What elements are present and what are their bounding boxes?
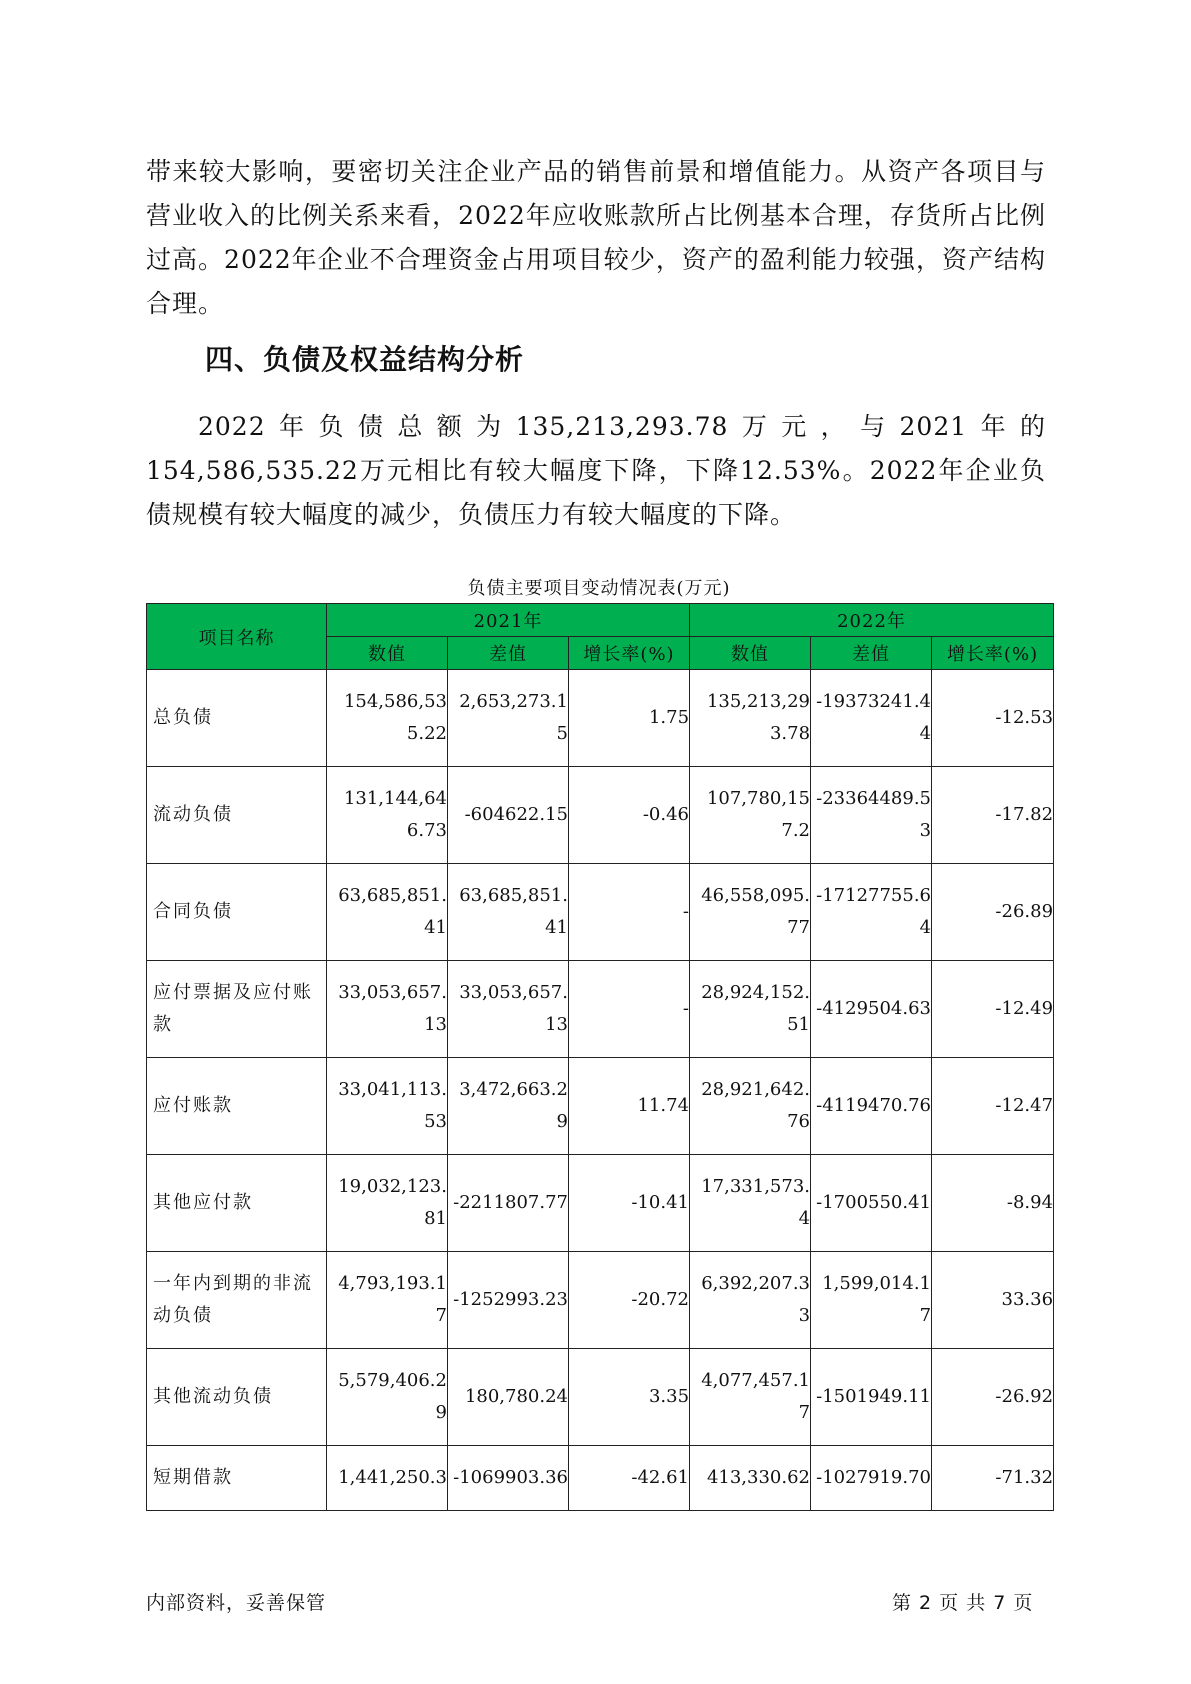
cell-item-name: 应付账款 <box>147 1058 327 1155</box>
cell-value-2022: 135,213,293.78 <box>690 670 811 767</box>
table-row <box>147 1155 1054 1252</box>
cell-rate-2022: -12.47 <box>932 1058 1054 1155</box>
cell-value-2022: 413,330.62 <box>690 1446 811 1511</box>
table-caption: 负债主要项目变动情况表(万元) <box>467 578 731 599</box>
cell-value-2022: 6,392,207.33 <box>690 1252 811 1349</box>
table-row <box>147 1252 1054 1349</box>
cell-rate-2021: 3.35 <box>569 1349 690 1446</box>
cell-diff-2022: -4119470.76 <box>811 1058 932 1155</box>
cell-diff-2021: 33,053,657.13 <box>448 961 569 1058</box>
cell-rate-2022: -71.32 <box>932 1446 1054 1511</box>
table-row <box>147 767 1054 864</box>
table-row <box>147 864 1054 961</box>
cell-item-name: 流动负债 <box>147 767 327 864</box>
cell-item-name: 其他应付款 <box>147 1155 327 1252</box>
header-value-2021: 数值 <box>327 637 448 670</box>
header-item-name: 项目名称 <box>147 604 327 670</box>
cell-value-2021: 19,032,123.81 <box>327 1155 448 1252</box>
cell-value-2021: 131,144,646.73 <box>327 767 448 864</box>
cell-rate-2021: -42.61 <box>569 1446 690 1511</box>
cell-value-2021: 5,579,406.29 <box>327 1349 448 1446</box>
cell-diff-2022: -4129504.63 <box>811 961 932 1058</box>
cell-value-2022: 28,924,152.51 <box>690 961 811 1058</box>
cell-item-name: 总负债 <box>147 670 327 767</box>
cell-item-name: 其他流动负债 <box>147 1349 327 1446</box>
cell-value-2022: 17,331,573.4 <box>690 1155 811 1252</box>
cell-rate-2022: -26.92 <box>932 1349 1054 1446</box>
table-row <box>147 1349 1054 1446</box>
body-paragraph-2: 2022年负债总额为135,213,293.78万元，与2021年的154,586,535.22万元相比有较大幅度下降，下降12.53%。2022年企业负债规模有较大幅度的减少，负债压力有较大幅度的下降。 <box>146 412 1046 529</box>
cell-item-name: 短期借款 <box>147 1446 327 1511</box>
cell-diff-2021: 63,685,851.41 <box>448 864 569 961</box>
cell-diff-2021: -1252993.23 <box>448 1252 569 1349</box>
cell-rate-2021: 11.74 <box>569 1058 690 1155</box>
cell-diff-2021: 2,653,273.15 <box>448 670 569 767</box>
header-value-2022: 数值 <box>690 637 811 670</box>
table-row <box>147 1058 1054 1155</box>
cell-diff-2021: -2211807.77 <box>448 1155 569 1252</box>
cell-diff-2022: -1700550.41 <box>811 1155 932 1252</box>
cell-rate-2022: -12.53 <box>932 670 1054 767</box>
cell-rate-2022: -8.94 <box>932 1155 1054 1252</box>
cell-item-name: 一年内到期的非流动负债 <box>147 1252 327 1349</box>
cell-rate-2022: -17.82 <box>932 767 1054 864</box>
cell-value-2021: 1,441,250.3 <box>327 1446 448 1511</box>
footer-confidential-note: 内部资料，妥善保管 <box>146 1592 327 1614</box>
cell-value-2022: 107,780,157.2 <box>690 767 811 864</box>
table-row <box>147 1446 1054 1511</box>
cell-rate-2021: - <box>569 864 690 961</box>
header-rate-2021: 增长率(%) <box>569 637 690 670</box>
cell-diff-2022: -1501949.11 <box>811 1349 932 1446</box>
cell-value-2021: 154,586,535.22 <box>327 670 448 767</box>
table-row <box>147 961 1054 1058</box>
table-row <box>147 670 1054 767</box>
cell-rate-2021: - <box>569 961 690 1058</box>
cell-value-2022: 28,921,642.76 <box>690 1058 811 1155</box>
cell-rate-2022: -12.49 <box>932 961 1054 1058</box>
cell-diff-2022: -17127755.64 <box>811 864 932 961</box>
cell-diff-2021: 180,780.24 <box>448 1349 569 1446</box>
section-heading: 四、负债及权益结构分析 <box>205 343 525 376</box>
cell-value-2022: 46,558,095.77 <box>690 864 811 961</box>
cell-rate-2022: -26.89 <box>932 864 1054 961</box>
cell-item-name: 应付票据及应付账款 <box>147 961 327 1058</box>
cell-diff-2022: -23364489.53 <box>811 767 932 864</box>
cell-item-name: 合同负债 <box>147 864 327 961</box>
footer-page-number: 第 2 页 共 7 页 <box>892 1592 1034 1614</box>
header-diff-2021: 差值 <box>448 637 569 670</box>
cell-diff-2021: 3,472,663.29 <box>448 1058 569 1155</box>
header-diff-2022: 差值 <box>811 637 932 670</box>
cell-diff-2021: -1069903.36 <box>448 1446 569 1511</box>
cell-value-2021: 33,053,657.13 <box>327 961 448 1058</box>
cell-rate-2021: -0.46 <box>569 767 690 864</box>
cell-rate-2021: -20.72 <box>569 1252 690 1349</box>
table-body <box>147 670 1054 1511</box>
cell-diff-2021: -604622.15 <box>448 767 569 864</box>
cell-rate-2022: 33.36 <box>932 1252 1054 1349</box>
cell-value-2021: 33,041,113.53 <box>327 1058 448 1155</box>
cell-diff-2022: -1027919.70 <box>811 1446 932 1511</box>
header-year-2022: 2022年 <box>690 604 1054 637</box>
cell-value-2022: 4,077,457.17 <box>690 1349 811 1446</box>
body-paragraph-1: 带来较大影响，要密切关注企业产品的销售前景和增值能力。从资产各项目与营业收入的比例关系来看，2022年应收账款所占比例基本合理，存货所占比例过高。2022年企业不合理资金占用项目较少，资产的盈利能力较强，资产结构合理。 <box>146 157 1046 318</box>
header-rate-2022: 增长率(%) <box>932 637 1054 670</box>
header-year-2021: 2021年 <box>327 604 690 637</box>
cell-rate-2021: 1.75 <box>569 670 690 767</box>
cell-diff-2022: -19373241.44 <box>811 670 932 767</box>
cell-value-2021: 63,685,851.41 <box>327 864 448 961</box>
cell-diff-2022: 1,599,014.17 <box>811 1252 932 1349</box>
cell-value-2021: 4,793,193.17 <box>327 1252 448 1349</box>
cell-rate-2021: -10.41 <box>569 1155 690 1252</box>
liabilities-table <box>146 603 1054 1511</box>
